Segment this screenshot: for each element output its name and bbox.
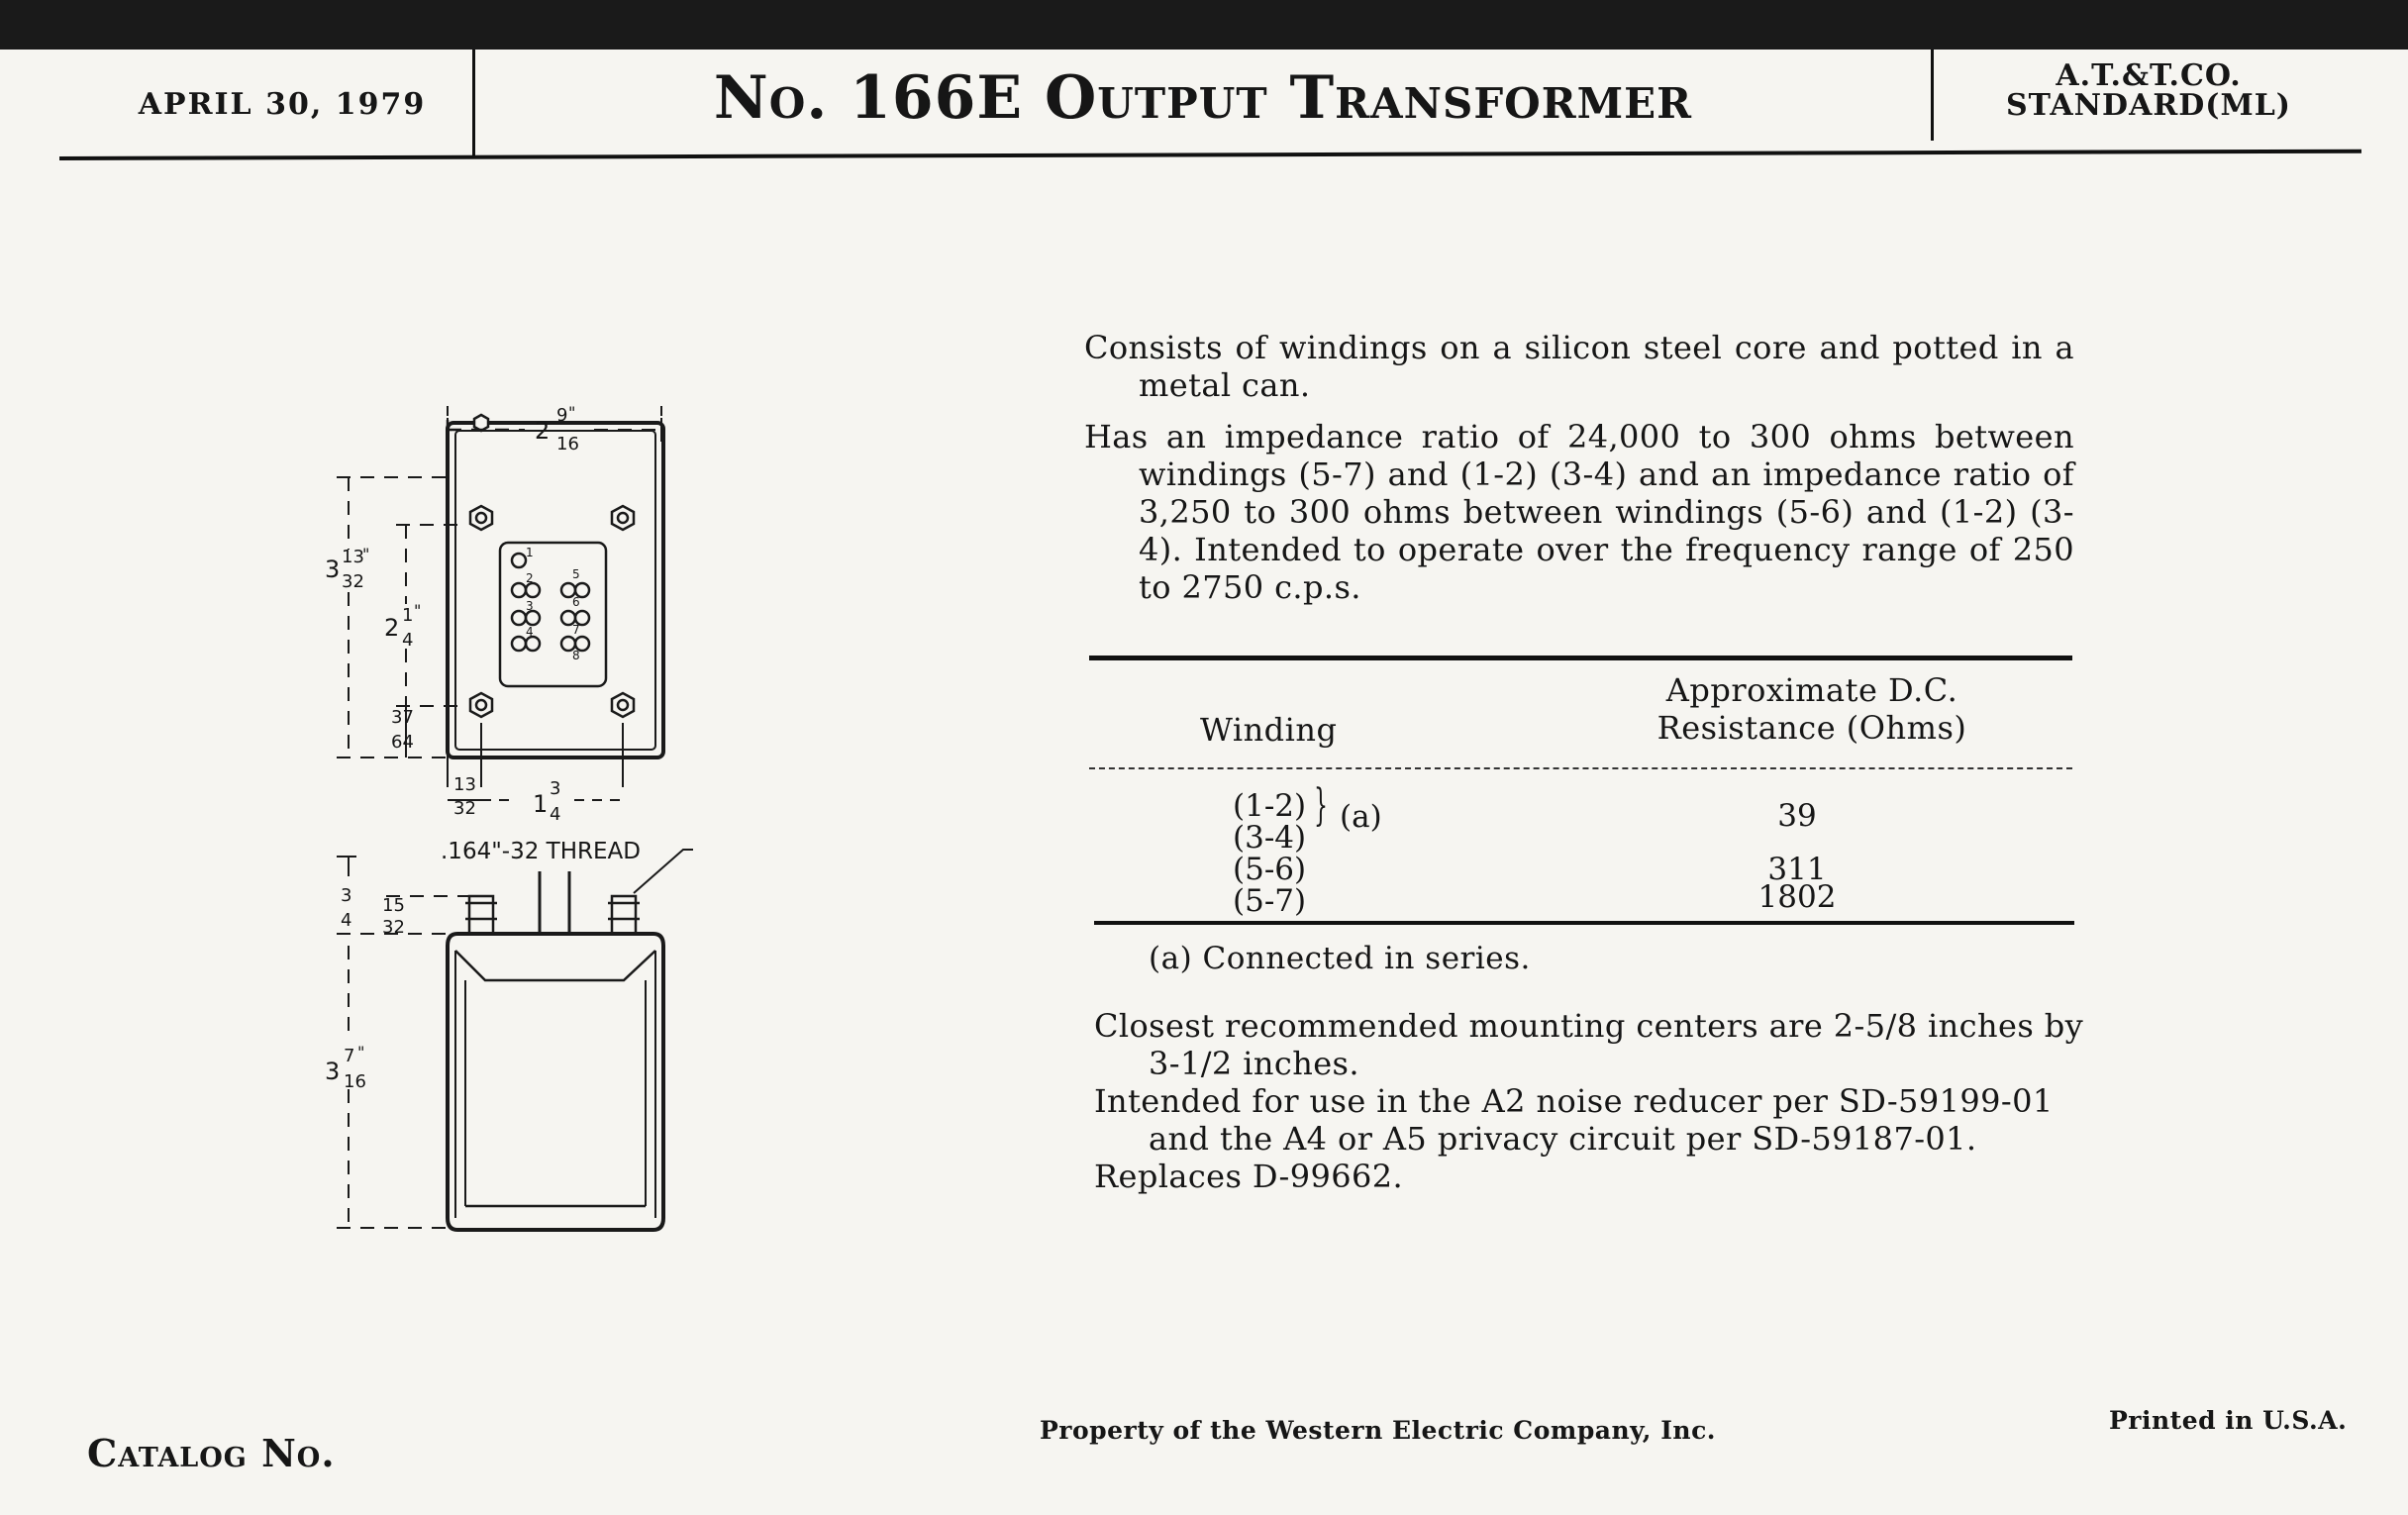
top-view-outline bbox=[448, 423, 663, 758]
company-name: A.T.&T.CO. bbox=[2056, 58, 2242, 93]
table-rule-top bbox=[1089, 656, 2072, 660]
table-row-winding: (5-6) bbox=[1233, 852, 1307, 887]
span-denominator-label: 4 bbox=[550, 804, 561, 825]
terminal-number: 5 bbox=[572, 567, 580, 581]
height-denominator-label: 32 bbox=[342, 571, 364, 592]
can-inch-mark: " bbox=[357, 1043, 365, 1061]
table-row-winding: (3-4) bbox=[1233, 820, 1307, 856]
standard-label: STANDARD(ML) bbox=[2006, 88, 2291, 123]
terminal-number: 2 bbox=[526, 571, 534, 585]
inner-denominator-label: 4 bbox=[402, 630, 414, 651]
span-whole-label: 1 bbox=[533, 790, 549, 818]
notes bbox=[1094, 1007, 2084, 1195]
series-note-marker: (a) bbox=[1340, 799, 1382, 835]
span-numerator-label: 3 bbox=[550, 778, 561, 799]
terminal-board bbox=[500, 543, 606, 686]
terminal-number: 4 bbox=[526, 625, 534, 639]
column-header-resistance-line2: Resistance (Ohms) bbox=[1656, 709, 1967, 747]
column-header-resistance-line1: Approximate D.C. bbox=[1665, 671, 1958, 709]
series-brace: } bbox=[1314, 780, 1328, 831]
column-header-winding: Winding bbox=[1200, 711, 1338, 749]
catalog-card bbox=[0, 50, 2408, 1515]
stud-numerator-label: 3 bbox=[341, 885, 352, 906]
header-divider-right bbox=[1931, 50, 1934, 141]
can-whole-label: 3 bbox=[325, 1058, 341, 1085]
terminal-number: 1 bbox=[526, 546, 534, 559]
stud2-numerator-label: 15 bbox=[382, 895, 405, 916]
height-inch-mark: " bbox=[362, 545, 370, 563]
stud2-denominator-label: 32 bbox=[382, 917, 405, 938]
inner-numerator-label: 1 bbox=[402, 605, 414, 626]
table-row-winding: (1-2) bbox=[1233, 788, 1307, 824]
standard-block bbox=[1946, 58, 2352, 123]
can-denominator-label: 16 bbox=[344, 1071, 366, 1092]
header-rule bbox=[59, 150, 2361, 160]
issue-date: APRIL 30, 1979 bbox=[138, 87, 427, 122]
page-title: No. 166E Output Transformer bbox=[713, 63, 1693, 133]
offset-denominator-label: 32 bbox=[453, 798, 476, 819]
bottom-numerator-label: 37 bbox=[391, 707, 414, 728]
inner-whole-label: 2 bbox=[384, 614, 400, 642]
thread-label: .164"-32 THREAD bbox=[441, 839, 641, 864]
width-whole-label: 2 bbox=[535, 417, 551, 445]
terminal-number: 3 bbox=[526, 599, 534, 613]
corner-stud-icons bbox=[470, 415, 634, 717]
can-numerator-label: 7 bbox=[344, 1046, 355, 1066]
printed-in-label: Printed in U.S.A. bbox=[2109, 1406, 2348, 1435]
table-row-value: 311 bbox=[1767, 852, 1827, 887]
stud-denominator-label: 4 bbox=[341, 910, 352, 931]
description-para-2: Has an impedance ratio of 24,000 to 300 ohms between windings (5-7) and (1-2) (3-4) and an impedance ratio of 3,250 to 300 ohms between windings (5-6) and (1-2) (3-4). Intended to operate over the frequency range of 250 to 2750 c.p.s. bbox=[1084, 418, 2074, 606]
property-notice: Property of the Western Electric Company, Inc. bbox=[1040, 1416, 1717, 1445]
width-numerator-label: 9 bbox=[556, 405, 568, 426]
table-rule-middle bbox=[1089, 767, 2072, 769]
table-row-value: 1802 bbox=[1757, 879, 1837, 915]
transformer-drawing bbox=[297, 347, 752, 1287]
catalog-number-label: Catalog No. bbox=[87, 1431, 336, 1475]
table-footnote: (a) Connected in series. bbox=[1149, 941, 1531, 976]
height-whole-label: 3 bbox=[325, 556, 341, 583]
terminal-number: 6 bbox=[572, 595, 580, 609]
terminal-number: 8 bbox=[572, 649, 580, 662]
inner-inch-mark: " bbox=[414, 601, 422, 620]
description-para-1: Consists of windings on a silicon steel core and potted in a metal can. bbox=[1084, 329, 2074, 404]
mounting-note: Closest recommended mounting centers are 2-5/8 inches by 3-1/2 inches. bbox=[1094, 1007, 2084, 1082]
table-row-winding: (5-7) bbox=[1233, 883, 1307, 919]
replaces-note: Replaces D-99662. bbox=[1094, 1158, 1404, 1195]
table-row-value: 39 bbox=[1777, 798, 1817, 834]
column-header-resistance bbox=[1604, 671, 2020, 747]
table-rule-bottom bbox=[1094, 921, 2074, 925]
bottom-denominator-label: 64 bbox=[391, 732, 414, 753]
offset-numerator-label: 13 bbox=[453, 774, 476, 795]
height-numerator-label: 13 bbox=[342, 547, 364, 567]
terminal-number-labels bbox=[526, 546, 580, 662]
width-inch-mark: " bbox=[568, 403, 576, 422]
terminal-number: 7 bbox=[572, 623, 580, 637]
header-divider-left bbox=[472, 50, 475, 158]
description bbox=[1084, 329, 2074, 620]
usage-note: Intended for use in the A2 noise reducer per SD-59199-01 and the A4 or A5 privacy circuit per SD-59187-01. bbox=[1094, 1082, 2054, 1158]
width-denominator-label: 16 bbox=[556, 434, 579, 454]
